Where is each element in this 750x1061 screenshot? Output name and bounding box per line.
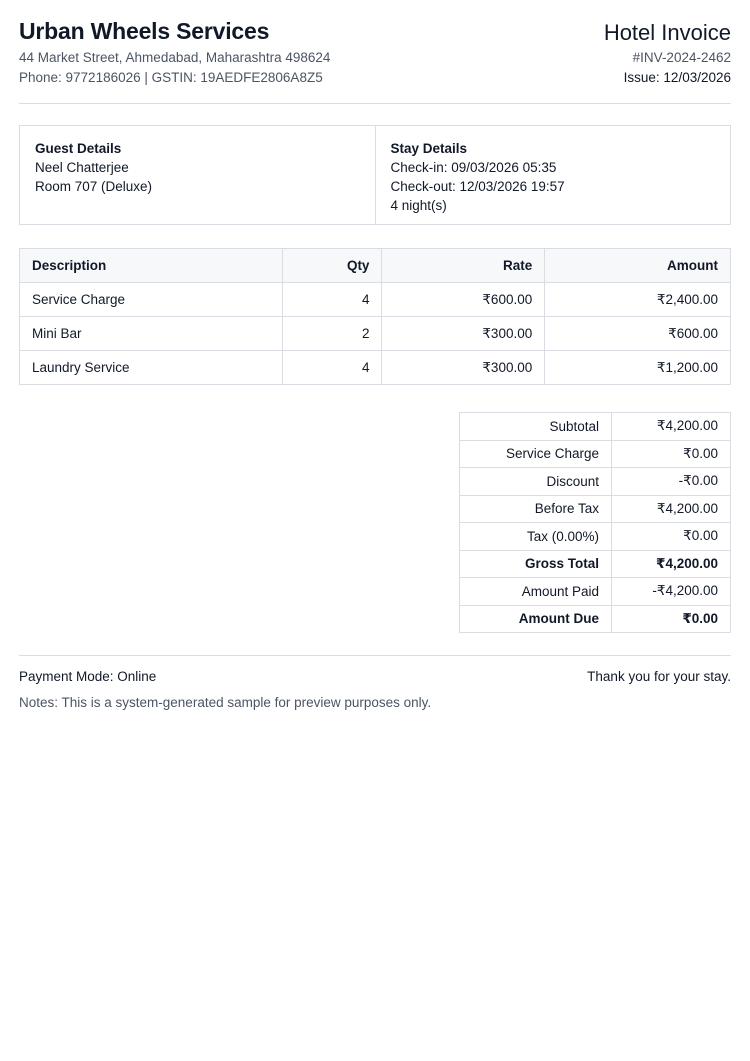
item-qty: 4 [282,283,382,317]
company-name: Urban Wheels Services [19,18,270,44]
item-amount: ₹2,400.00 [545,283,731,317]
totals-row-amount-paid [460,578,731,606]
item-rate: ₹600.00 [382,283,545,317]
check-out: Check-out: 12/03/2026 19:57 [390,179,565,194]
totals-value: ₹0.00 [612,523,731,551]
header-qty: Qty [282,249,382,283]
notes: Notes: This is a system-generated sample for preview purposes only. [19,695,432,710]
totals-table [459,412,731,633]
totals-row-tax [460,523,731,551]
header-amount: Amount [545,249,731,283]
totals-label: Amount Paid [460,578,612,606]
totals-value: -₹4,200.00 [612,578,731,606]
stay-details [375,126,731,224]
nights: 4 night(s) [390,198,447,213]
company-address: 44 Market Street, Ahmedabad, Maharashtra 498624 [19,50,331,65]
invoice-footer [19,655,731,710]
totals-row-before-tax [460,495,731,523]
guest-room: Room 707 (Deluxe) [35,179,153,194]
totals-value: ₹0.00 [612,440,731,468]
totals-row-subtotal [460,413,731,441]
totals-label: Amount Due [460,605,612,633]
table-row [20,317,731,351]
thank-you-note: Thank you for your stay. [587,669,731,684]
item-description: Laundry Service [20,351,283,385]
header-rate: Rate [382,249,545,283]
totals-row-amount-due [460,605,731,633]
payment-mode: Payment Mode: Online [19,669,157,684]
document-title: Hotel Invoice [603,20,731,45]
invoice-number: #INV-2024-2462 [632,50,731,65]
totals-value: ₹4,200.00 [612,413,731,441]
totals-label: Gross Total [460,550,612,578]
totals-label: Tax (0.00%) [460,523,612,551]
totals-row-gross-total [460,550,731,578]
check-in: Check-in: 09/03/2026 05:35 [390,160,557,175]
guest-details-heading: Guest Details [35,141,122,156]
totals-label: Discount [460,468,612,496]
item-rate: ₹300.00 [382,351,545,385]
items-header-row [20,249,731,283]
totals-row-service-charge [460,440,731,468]
issue-date: Issue: 12/03/2026 [623,70,731,85]
invoice-header [19,0,731,104]
totals-value: ₹4,200.00 [612,495,731,523]
table-row [20,351,731,385]
table-row [20,283,731,317]
totals-value: -₹0.00 [612,468,731,496]
totals-label: Before Tax [460,495,612,523]
header-description: Description [20,249,283,283]
company-contact: Phone: 9772186026 | GSTIN: 19AEDFE2806A8Z5 [19,70,323,85]
totals-value: ₹4,200.00 [612,550,731,578]
item-qty: 4 [282,351,382,385]
totals-row-discount [460,468,731,496]
items-table [19,248,731,385]
guest-name: Neel Chatterjee [35,160,129,175]
details-box [19,125,731,225]
totals-label: Subtotal [460,413,612,441]
item-rate: ₹300.00 [382,317,545,351]
item-description: Mini Bar [20,317,283,351]
totals-label: Service Charge [460,440,612,468]
item-amount: ₹1,200.00 [545,351,731,385]
guest-details [20,126,375,224]
item-qty: 2 [282,317,382,351]
totals-value: ₹0.00 [612,605,731,633]
item-description: Service Charge [20,283,283,317]
stay-details-heading: Stay Details [390,141,468,156]
item-amount: ₹600.00 [545,317,731,351]
